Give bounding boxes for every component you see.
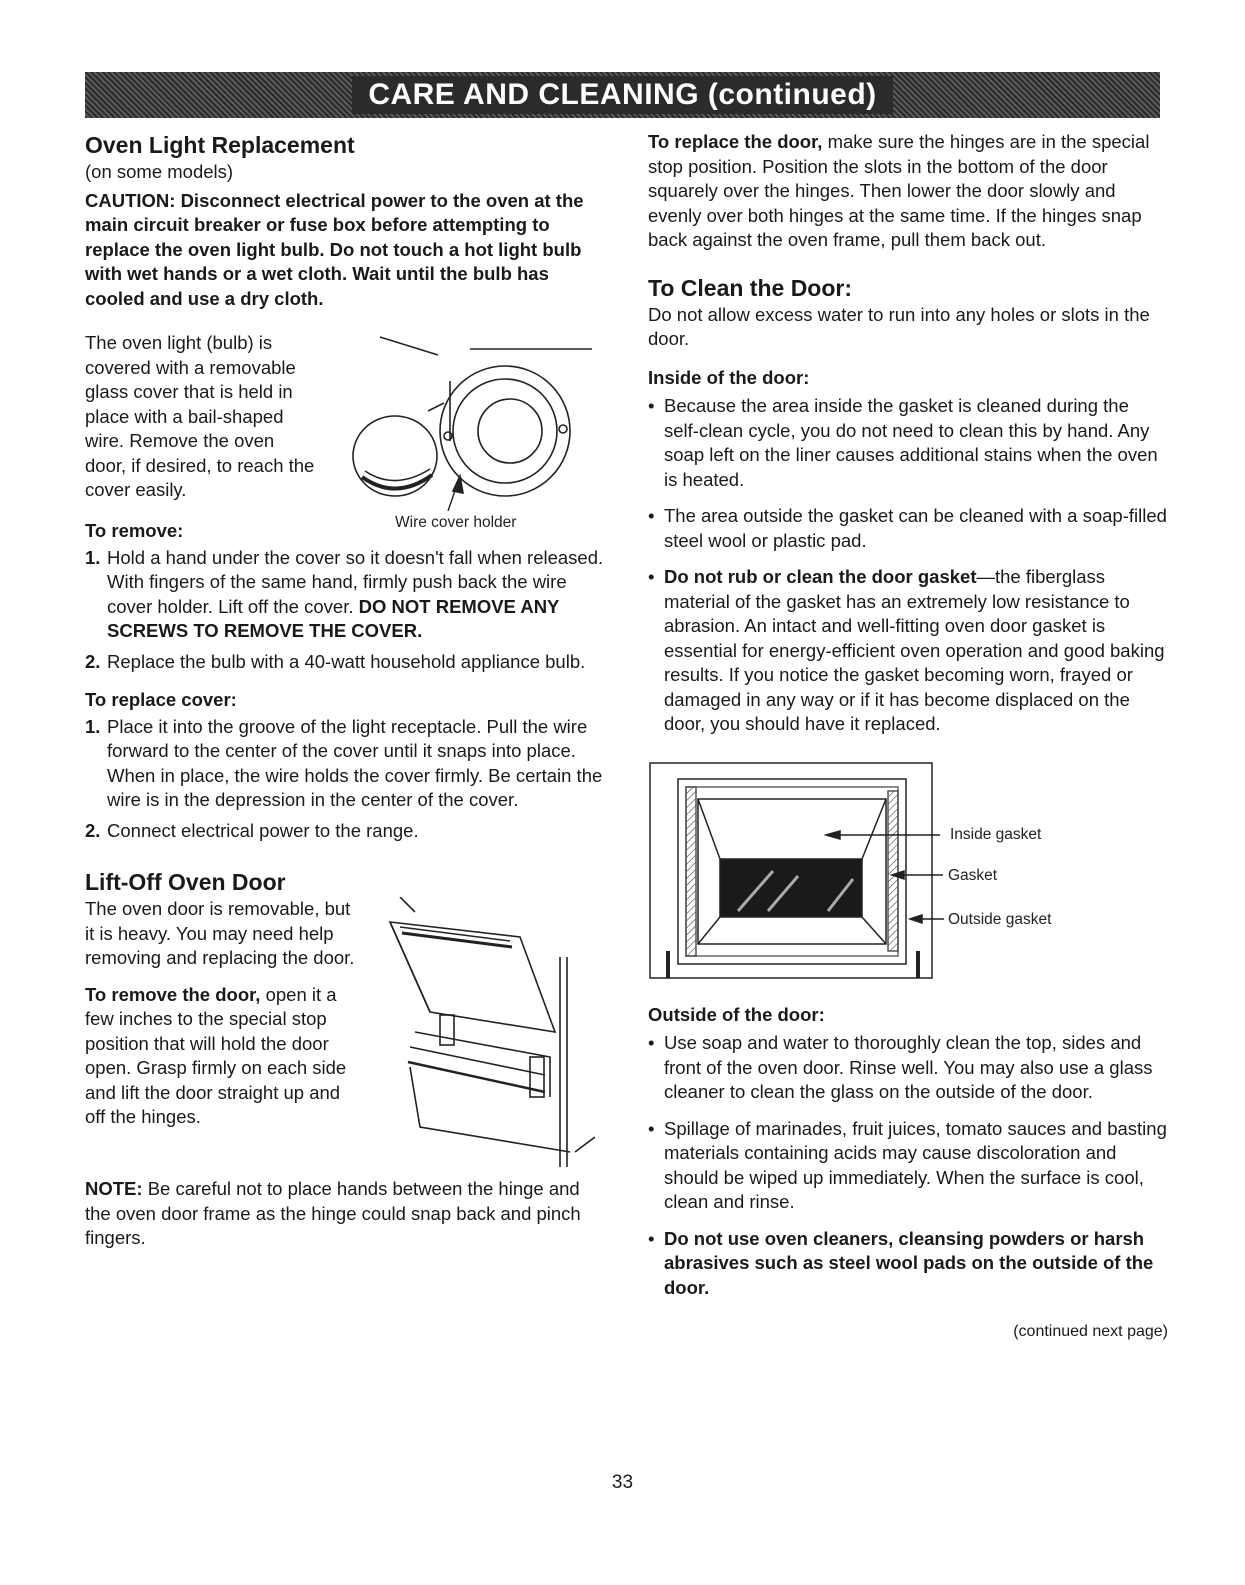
- list-item: [85, 715, 605, 813]
- clean-door-heading: To Clean the Door:: [648, 274, 853, 301]
- right-column: [648, 130, 1168, 1345]
- note-lead: NOTE:: [85, 1178, 143, 1199]
- step-number: 1.: [85, 546, 101, 568]
- bullet-text: Use soap and water to thoroughly clean the top, sides and front of the oven door. Rinse well. You may also use a glass cleaner to clean the glass on the outside of the door.: [664, 1032, 1153, 1102]
- oven-door-illustration: [360, 897, 595, 1167]
- bullet-dot: •: [648, 566, 655, 587]
- step-warning: DO NOT REMOVE ANY SCREWS TO REMOVE THE COVER.: [107, 595, 560, 641]
- replace-door-lead: To replace the door,: [648, 131, 823, 152]
- step-number: 2.: [85, 819, 101, 841]
- door-figure: [360, 897, 605, 1167]
- list-item: [85, 546, 605, 644]
- wire-cover-holder-label: Wire cover holder: [395, 514, 517, 531]
- bullet-text: Spillage of marinades, fruit juices, tomato sauces and basting materials containing acids may cause discoloration and should be wiped up immediately. When the surface is cool, clean and rinse.: [664, 1117, 1167, 1212]
- list-item: [648, 1031, 1168, 1105]
- page-number: 33: [611, 1472, 634, 1493]
- remove-steps-list: [85, 546, 605, 675]
- light-bulb-cover-illustration: [320, 331, 595, 511]
- caution-text: CAUTION: Disconnect electrical power to the oven at the main circuit breaker or fuse box before attempting to replace the oven light bulb. Do not touch a hot light bulb with wet hands or a wet cloth. Wait until the bulb has cooled and use a dry cloth.: [85, 189, 584, 309]
- to-remove-heading: To remove:: [85, 520, 184, 541]
- note-text: Be careful not to place hands between the hinge and the oven door frame as the hinge could snap back and pinch fingers.: [85, 1178, 581, 1248]
- continued-note: (continued next page): [1013, 1323, 1168, 1340]
- inside-gasket-label: Inside gasket: [950, 825, 1042, 843]
- gasket-illustration: [648, 761, 948, 981]
- gasket-figure: [648, 761, 1168, 991]
- bullet-dot: •: [648, 395, 655, 416]
- list-item: [648, 504, 1168, 553]
- step-number: 1.: [85, 715, 101, 737]
- to-replace-cover-heading: To replace cover:: [85, 689, 237, 710]
- remove-door-text: open it a few inches to the special stop position that will hold the door open. Grasp firmly on each side and lift the door straight up and off the hinges.: [85, 983, 347, 1127]
- bullet-text: The area outside the gasket can be cleaned with a soap-filled steel wool or plastic pad.: [664, 505, 1167, 551]
- bullet-warning: Do not use oven cleaners, cleansing powders or harsh abrasives such as steel wool pads on the outside of the door.: [664, 1227, 1154, 1298]
- step-text: Replace the bulb with a 40-watt household appliance bulb.: [107, 650, 586, 672]
- step-text: Place it into the groove of the light receptacle. Pull the wire forward to the center of the cover until it snaps into place. When in place, the wire holds the cover firmly. Be certain the wire is in the depression in the center of the cover.: [107, 715, 603, 810]
- step-number: 2.: [85, 650, 101, 672]
- step-text: Connect electrical power to the range.: [107, 819, 419, 841]
- replace-steps-list: [85, 715, 605, 844]
- oven-light-intro: The oven light (bulb) is covered with a removable glass cover that is held in place with a bail-shaped wire. Remove the oven door, if desired, to reach the cover easily.: [85, 332, 315, 500]
- outside-door-list: [648, 1031, 1168, 1300]
- replace-door-text: make sure the hinges are in the special stop position. Position the slots in the bottom of the door squarely over the hinges. Then lower the door slowly and evenly over both hinges at the same time. If the hinges snap back against the oven frame, pull them back out.: [648, 131, 1150, 250]
- section-banner: [85, 72, 1160, 118]
- step-text: Hold a hand under the cover so it doesn't fall when released. With fingers of the same hand, firmly push back the wire cover holder. Lift off the cover.: [107, 546, 604, 617]
- outside-door-heading: Outside of the door:: [648, 1003, 825, 1025]
- page-title: CARE AND CLEANING (continued): [352, 76, 892, 114]
- lift-off-row: [85, 897, 605, 1167]
- models-note: (on some models): [85, 161, 234, 182]
- lift-off-intro: The oven door is removable, but it is heavy. You may need help removing and replacing the door.: [85, 898, 355, 968]
- list-item: [648, 1117, 1168, 1215]
- bullet-dot: •: [648, 1032, 655, 1053]
- bullet-text: —the fiberglass material of the gasket has an extremely low resistance to abrasion. An intact and well-fitting oven door gasket is essential for energy-efficient oven operation and good baking results. If you notice the gasket becoming worn, frayed or damaged in any way or if it has become displaced on the door, you should have it replaced.: [664, 566, 1165, 734]
- bullet-dot: •: [648, 1117, 655, 1139]
- list-item: [85, 650, 605, 675]
- light-cover-figure: [320, 331, 605, 531]
- oven-light-heading: Oven Light Replacement: [85, 132, 355, 158]
- lift-off-door-heading: Lift-Off Oven Door: [85, 869, 286, 895]
- bullet-text: Because the area inside the gasket is cleaned during the self-clean cycle, you do not need to clean this by hand. Any soap left on the liner causes additional stains when the oven is heated.: [664, 395, 1158, 490]
- bullet-dot: •: [648, 505, 655, 526]
- bullet-warning: Do not rub or clean the door gasket: [664, 566, 977, 587]
- list-item: [85, 819, 605, 844]
- left-column: [85, 130, 605, 1251]
- list-item: [648, 394, 1168, 492]
- inside-door-heading: Inside of the door:: [648, 366, 810, 388]
- bullet-dot: •: [648, 1227, 655, 1249]
- list-item: [648, 565, 1168, 737]
- remove-door-lead: To remove the door,: [85, 983, 261, 1005]
- list-item: [648, 1227, 1168, 1301]
- inside-door-list: [648, 394, 1168, 737]
- gasket-label: Gasket: [948, 866, 998, 884]
- clean-door-intro: Do not allow excess water to run into any holes or slots in the door.: [648, 303, 1150, 349]
- outside-gasket-label: Outside gasket: [948, 910, 1052, 928]
